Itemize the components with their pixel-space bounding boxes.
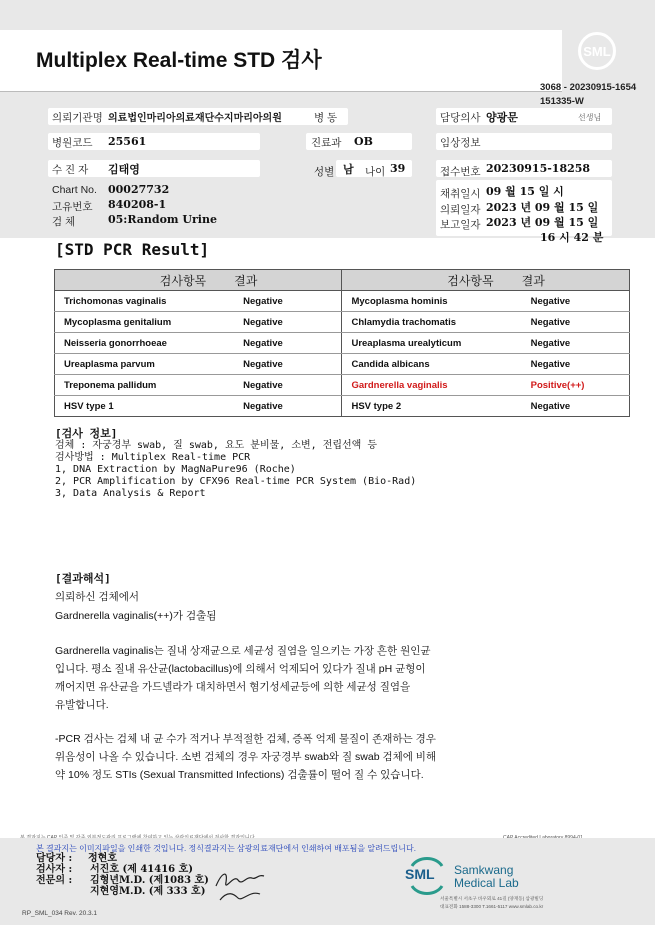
results-table [54, 269, 630, 417]
specimen-label: 검 체 [52, 216, 76, 228]
interpretation-line: Gardnerella vaginalis(++)가 검출됨 [55, 610, 217, 622]
test-name: Neisseria gonorrhoeae [55, 333, 235, 354]
interpretation-line: 위음성이 나올 수 있습니다. 소변 검체의 경우 자궁경부 swab와 질 swab 검체에 비해 [55, 751, 437, 763]
report-code-1: 3068 - 20230915-1654 [540, 82, 637, 93]
doctor-suffix: 선생님 [578, 113, 602, 122]
receipt-value: 20230915-18258 [486, 162, 591, 175]
age-value: 39 [390, 162, 406, 175]
form-code: RP_SML_034 Rev. 20.3.1 [22, 910, 98, 917]
collect-value: 09 월 15 일 시 [486, 185, 564, 198]
report-code-2: 151335-W [540, 96, 584, 107]
specimen-value: 05:Random Urine [108, 213, 217, 226]
doctor-value: 양광문 [486, 111, 518, 124]
interpretation-title: [결과해석] [55, 572, 111, 585]
positive-test-result: Positive(++) [522, 375, 630, 396]
lab-name-line2: Medical Lab [454, 876, 519, 890]
test-result: Negative [234, 291, 342, 312]
report-title: Multiplex Real-time STD 검사 [36, 49, 322, 72]
test-info-line: 검체 : 자궁경부 swab, 질 swab, 요도 분비물, 소변, 전립선액 등 [55, 440, 378, 451]
chart-value: 00027732 [108, 183, 170, 196]
interpretation-line: 깨어지면 유산균을 가드넬라가 대치하면서 혐기성세균등에 의한 세균성 질염을 [55, 681, 411, 693]
report-time: 16 시 42 분 [540, 231, 604, 244]
header-test-2: 검사항목 [342, 270, 522, 291]
unique-value: 840208-1 [108, 198, 167, 211]
header-test-1: 검사항목 [55, 270, 235, 291]
test-info-line: 검사방법 : Multiplex Real-time PCR [55, 452, 251, 463]
test-name: Mycoplasma genitalium [55, 312, 235, 333]
positive-test-name: Gardnerella vaginalis [342, 375, 522, 396]
staff-name: 지현영M.D. (제 333 호) [90, 886, 206, 897]
test-name: Chlamydia trachomatis [342, 312, 522, 333]
lab-name-line1: Samkwang [454, 863, 514, 877]
sml-logo: SML [578, 32, 616, 70]
test-name: HSV type 1 [55, 396, 235, 417]
request-label: 의뢰일자 [440, 204, 481, 216]
staff-name: 김형년M.D. (제1083 호) [90, 875, 209, 886]
collect-label: 채취일시 [440, 188, 481, 200]
lab-address: 서울특별시 서초구 바우뫼로 41길 (양재동) 삼광빌딩 [440, 896, 544, 901]
doctor-label: 담당의사 [440, 112, 481, 124]
test-info-line: 2, PCR Amplification by CFX96 Real-time PCR System (Bio-Rad) [55, 476, 417, 487]
sex-label: 성별 [314, 166, 335, 178]
sex-value: 남 [343, 163, 354, 176]
institution-label: 의뢰기관명 [52, 112, 103, 124]
interpretation-line: 약 10% 정도 STIs (Sexual Transmitted Infections) 검출률이 떨어 질 수 있습니다. [55, 769, 424, 781]
interpretation-line: -PCR 검사는 검체 내 균 수가 적거나 부적절한 검체, 증폭 억제 물질이 존재하는 경우 [55, 733, 436, 745]
header-result-2: 결과 [522, 270, 630, 291]
signature-1 [212, 864, 268, 904]
staff-name: 서진호 (제 41416 호) [90, 864, 193, 875]
test-name: Trichomonas vaginalis [55, 291, 235, 312]
table-row [55, 312, 630, 333]
chart-label: Chart No. [52, 184, 97, 196]
department-value: OB [354, 135, 373, 148]
test-result: Negative [234, 333, 342, 354]
patient-value: 김태영 [108, 163, 140, 176]
table-row [55, 396, 630, 417]
patient-label: 수 진 자 [52, 164, 89, 176]
test-result: Negative [522, 354, 630, 375]
table-row [55, 354, 630, 375]
age-label: 나이 [365, 166, 386, 178]
staff-role: 담당자 : [36, 853, 73, 864]
hospital-code-label: 병원코드 [52, 137, 93, 149]
table-row [55, 291, 630, 312]
clinical-label: 임상정보 [440, 137, 481, 149]
header-result-1: 결과 [234, 270, 342, 291]
test-info-line: 1, DNA Extraction by MagNaPure96 (Roche) [55, 464, 296, 475]
report-value: 2023 년 09 월 15 일 [486, 216, 599, 229]
test-name: Mycoplasma hominis [342, 291, 522, 312]
hospital-code-value: 25561 [108, 135, 147, 148]
test-result: Negative [234, 375, 342, 396]
table-header-row [55, 270, 630, 291]
institution-value: 의료법인마리아의료재단수지마리아의원 [108, 113, 282, 124]
staff-role: 검사자 : [36, 864, 73, 875]
test-result: Negative [234, 312, 342, 333]
receipt-label: 접수번호 [440, 166, 481, 178]
interpretation-line: 의뢰하신 검체에서 [55, 591, 140, 603]
department-label: 진료과 [311, 137, 342, 149]
test-result: Negative [522, 291, 630, 312]
test-name: Ureaplasma parvum [55, 354, 235, 375]
result-title: [STD PCR Result] [55, 240, 210, 259]
test-name: Ureaplasma urealyticum [342, 333, 522, 354]
test-info-title: [검사 정보] [55, 427, 118, 440]
interpretation-line: Gardnerella vaginalis는 질내 상재균으로 세균성 질염을 일으키는 가장 흔한 원인균 [55, 645, 431, 657]
test-result: Negative [522, 312, 630, 333]
samkwang-logo-text: SML [405, 866, 435, 882]
table-row [55, 375, 630, 396]
test-result: Negative [234, 354, 342, 375]
test-result: Negative [522, 333, 630, 354]
interpretation-line: 유발합니다. [55, 699, 109, 711]
table-row [55, 333, 630, 354]
staff-role: 전문의 : [36, 875, 73, 886]
test-name: Candida albicans [342, 354, 522, 375]
test-result: Negative [234, 396, 342, 417]
footer-notice: 본 결과지는 이미지파일을 인쇄한 것입니다. 정식결과지는 삼광의료재단에서 인쇄하여 배포됨을 알려드립니다. [36, 844, 416, 853]
report-label: 보고일자 [440, 219, 481, 231]
test-result: Negative [522, 396, 630, 417]
interpretation-line: 입니다. 평소 질내 유산균(lactobacillus)에 의해서 억제되어 있다가 질내 pH 균형이 [55, 663, 426, 675]
request-value: 2023 년 09 월 15 일 [486, 201, 599, 214]
test-name: HSV type 2 [342, 396, 522, 417]
test-info-line: 3, Data Analysis & Report [55, 488, 206, 499]
lab-phone: 대표전화 1588-3300 T.1661-5117 www.smlab.co.kr [440, 904, 544, 909]
test-name: Treponema pallidum [55, 375, 235, 396]
unique-label: 고유번호 [52, 201, 93, 213]
staff-name: 정현호 [88, 853, 117, 864]
ward-label: 병 동 [314, 112, 338, 124]
